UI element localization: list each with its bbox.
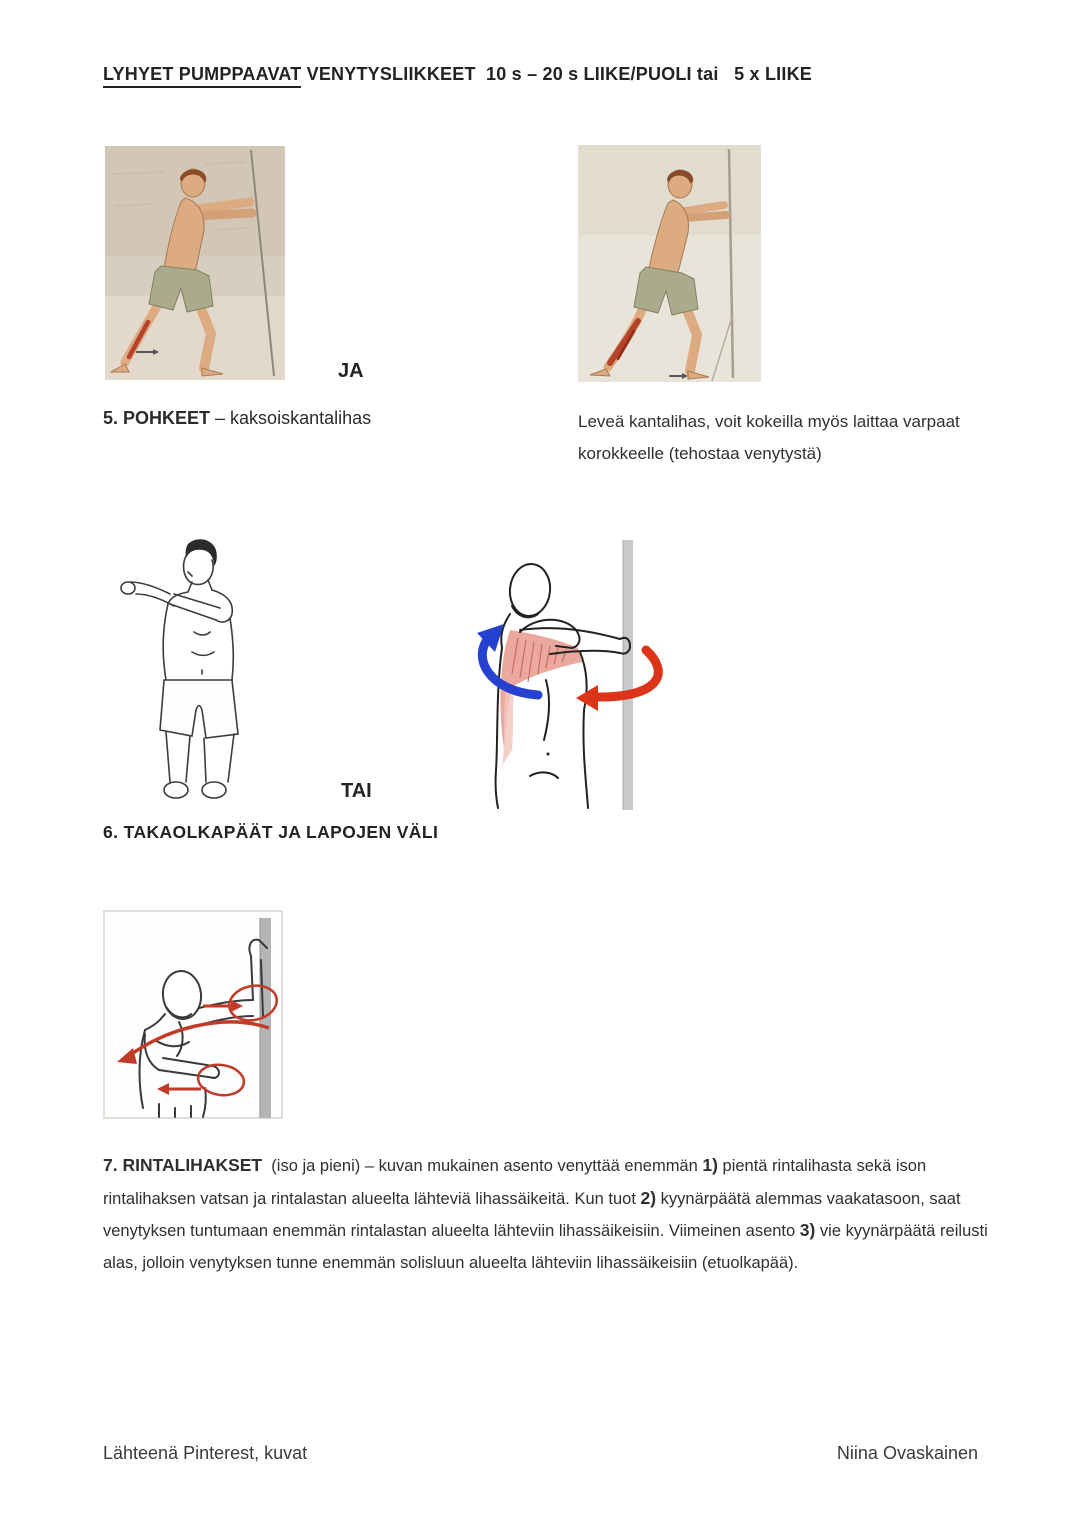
rear-shoulder-anatomy-drawing [460, 540, 676, 810]
connector-ja: JA [338, 360, 364, 382]
section7-paragraph [103, 1150, 1015, 1279]
figure-calf-stretch-soleus [578, 145, 761, 382]
section7-num1: 1) [702, 1155, 718, 1175]
footer-author: Niina Ovaskainen [836, 1443, 978, 1463]
section7-text-c: vie kyynärpäätä reilusti alas, jolloin venytyksen tunne enemmän solisluun alueelta lähteviin lihassäikeisiin (etuolkapää). [103, 1222, 993, 1272]
section5-note: Leveä kantalihas, voit kokeilla myös laittaa varpaat korokkeelle (tehostaa venytystä) [578, 412, 960, 463]
section7-num2: 2) [640, 1187, 657, 1208]
shoulder-stretch-drawing [104, 520, 276, 806]
section7-heading: 7. RINTALIHAKSET [103, 1155, 263, 1175]
footer-source: Lähteenä Pinterest, kuvat [103, 1443, 308, 1463]
calf-stretch-photo-2 [578, 145, 761, 382]
chest-stretch-drawing [103, 908, 284, 1121]
figure-calf-stretch-gastrocnemius [105, 146, 285, 380]
section5-heading-rest: – kaksoiskantalihas [210, 408, 372, 428]
section7-num3: 3) [799, 1220, 816, 1240]
title-rest-part: VENYTYSLIIKKEET 10 s – 20 s LIIKE/PUOLI tai 5 x LIIKE [301, 64, 812, 84]
connector-tai: TAI [341, 780, 372, 802]
page-title [103, 64, 812, 85]
section6-heading: 6. TAKAOLKAPÄÄT JA LAPOJEN VÄLI [103, 822, 439, 842]
figure-cross-body-shoulder-stretch [104, 520, 276, 806]
calf-stretch-photo-1 [105, 146, 285, 380]
section7-text-b: kyynärpäätä alemmas vaakatasoon, saat venytyksen tuntumaan enemmän rintalastan alueelta lähteviin lihassäikeisiin. Viimeinen asento [103, 1189, 966, 1240]
figure-chest-stretch-wall [103, 908, 284, 1121]
wall-pole [623, 540, 633, 810]
figure-rear-shoulder-anatomy-stretch [460, 540, 676, 810]
section7-text-intro: (iso ja pieni) – kuvan mukainen asento venyttää enemmän [262, 1157, 703, 1175]
section5-heading [103, 408, 371, 429]
section7-text-a: pientä rintalihasta sekä ison rintalihaksen vatsan ja rintalastan alueelta lähteviä lihassäikeitä. Kun tuot [103, 1157, 931, 1208]
title-underlined-part: LYHYET PUMPPAAVAT [103, 64, 301, 88]
section5-heading-number: 5. POHKEET [103, 408, 211, 428]
